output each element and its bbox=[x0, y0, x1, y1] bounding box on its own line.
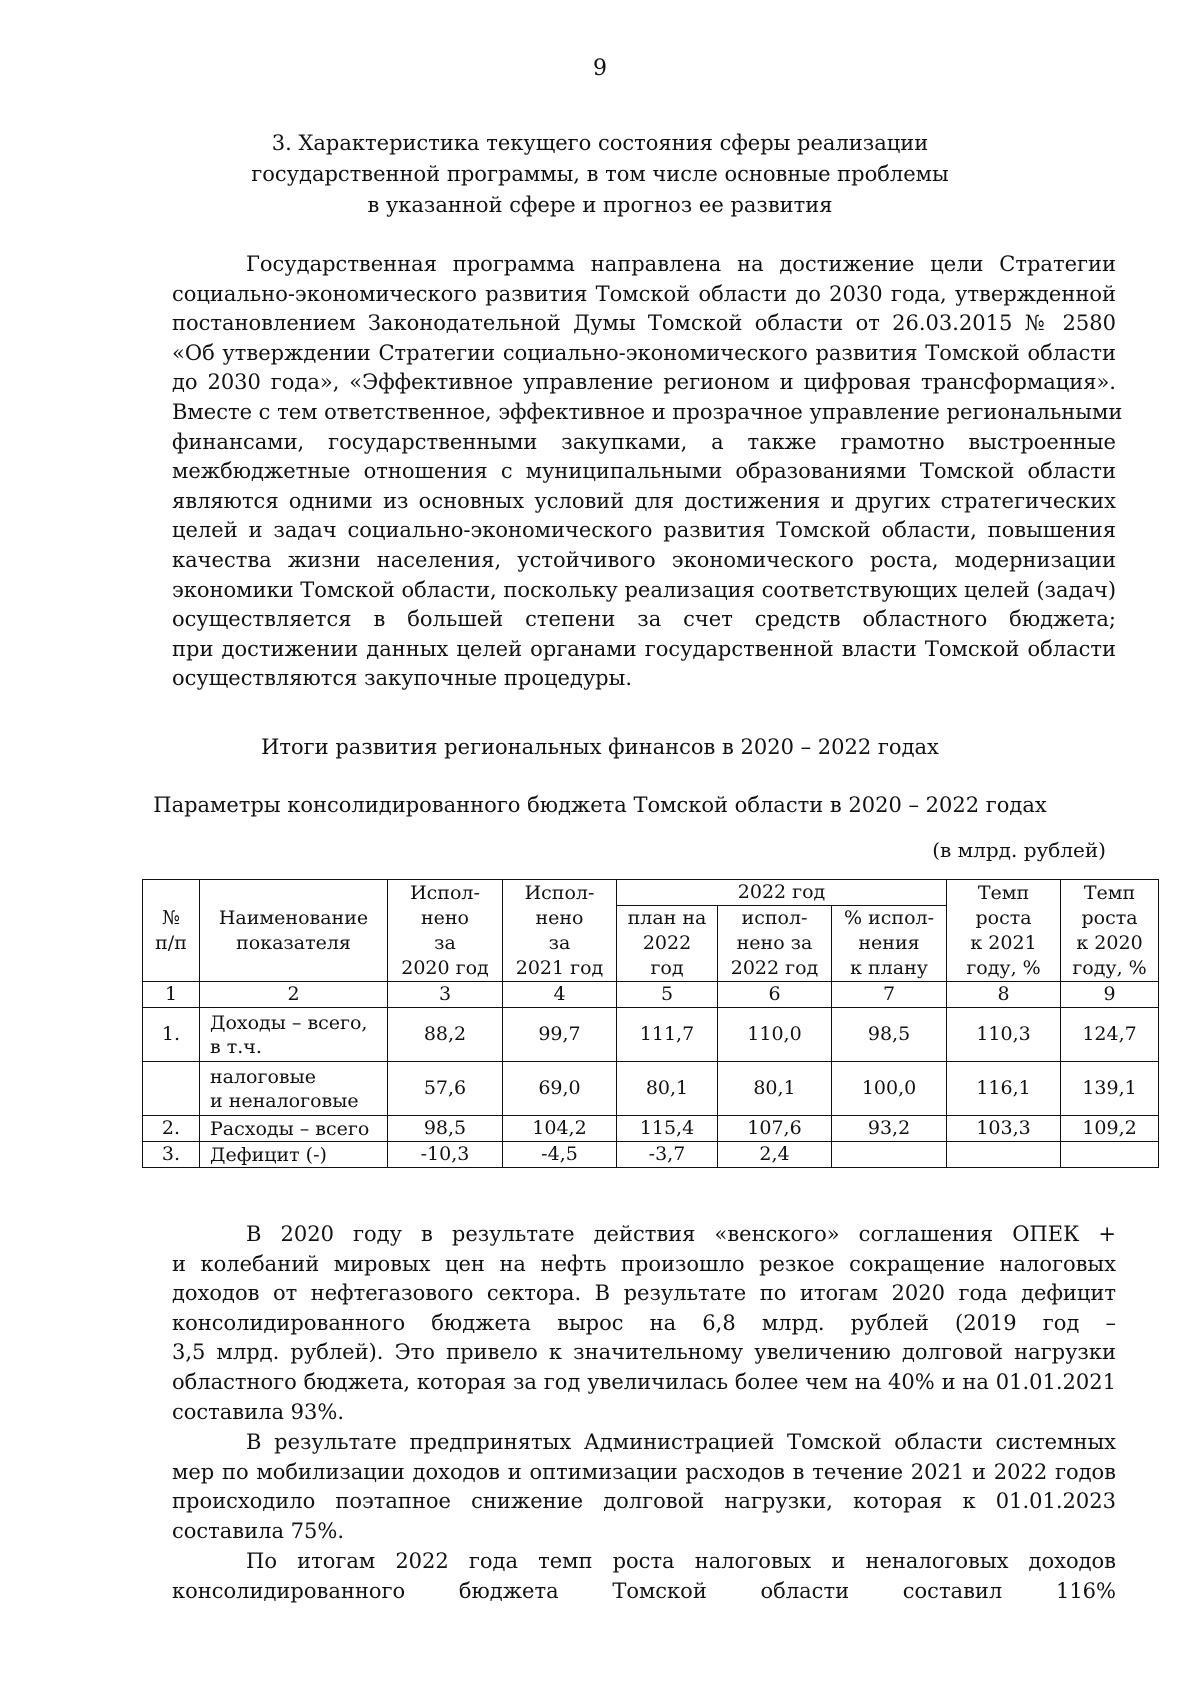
table-row: налоговые и неналоговые 57,6 69,0 80,1 80,1 100,0 116,1 139,1 bbox=[143, 1062, 1159, 1116]
paragraph-strategy bbox=[172, 250, 1123, 694]
units-note: (в млрд. рублей) bbox=[932, 838, 1106, 862]
heading-line: 3. Характеристика текущего состояния сферы реализации bbox=[271, 131, 929, 155]
text-line: экономики Томской области, поскольку реализация соответствующих целей (задач) bbox=[172, 577, 1117, 602]
header-num: № п/п bbox=[143, 880, 200, 982]
paragraph-opec bbox=[172, 1220, 1116, 1427]
text-line: 3,5 млрд. рублей). Это привело к значительному увеличению долговой нагрузки bbox=[172, 1340, 1116, 1365]
text-line: качества жизни населения, устойчивого экономического роста, модернизации bbox=[172, 547, 1116, 572]
header-name: Наименование показателя bbox=[200, 880, 388, 982]
text-line: составила 93%. bbox=[172, 1399, 345, 1424]
text-line: областного бюджета, которая за год увеличилась более чем на 40% и на 01.01.2021 bbox=[172, 1369, 1116, 1394]
heading-line: в указанной сфере и прогноз ее развития bbox=[367, 193, 833, 217]
text-line: и колебаний мировых цен на нефть произошло резкое сокращение налоговых bbox=[172, 1251, 1116, 1276]
text-line: доходов от нефтегазового сектора. В результате по итогам 2020 года дефицит bbox=[172, 1281, 1116, 1306]
text-line: мер по мобилизации доходов и оптимизации расходов в течение 2021 и 2022 годов bbox=[172, 1459, 1116, 1484]
header-percent: % испол- нения к плану bbox=[832, 906, 947, 982]
heading-line: государственной программы, в том числе основные проблемы bbox=[251, 162, 949, 186]
text-line: целей и задач социально-экономического развития Томской области, повышения bbox=[172, 518, 1116, 543]
header-2021: Испол- нено за 2021 год bbox=[503, 880, 617, 982]
text-line: до 2030 года», «Эффективное управление регионом и цифровая трансформация». bbox=[172, 370, 1116, 395]
header-2022: 2022 год bbox=[617, 880, 947, 906]
header-2020: Испол- нено за 2020 год bbox=[388, 880, 503, 982]
text-line: социально-экономического развития Томской области до 2030 года, утвержденной bbox=[172, 281, 1116, 306]
text-line: консолидированного бюджета Томской области составил 116% bbox=[172, 1578, 1116, 1603]
header-plan: план на 2022 год bbox=[617, 906, 718, 982]
text-line: составила 75%. bbox=[172, 1518, 345, 1543]
text-line: происходило поэтапное снижение долговой нагрузки, которая к 01.01.2023 bbox=[172, 1489, 1116, 1514]
header-growth-2021: Темп роста к 2021 году, % bbox=[947, 880, 1061, 982]
table-row: 2. Расходы – всего 98,5 104,2 115,4 107,6 93,2 103,3 109,2 bbox=[143, 1116, 1159, 1142]
text-line: осуществляется в большей степени за счет средств областного бюджета; bbox=[172, 607, 1116, 632]
text-line: Государственная программа направлена на достижение цели Стратегии bbox=[246, 252, 1116, 276]
text-line: По итогам 2022 года темп роста налоговых и неналоговых доходов bbox=[246, 1549, 1116, 1573]
text-line: при достижении данных целей органами государственной власти Томской области bbox=[172, 636, 1116, 661]
text-line: финансами, государственными закупками, а также грамотно выстроенные bbox=[172, 429, 1116, 454]
paragraph-growth bbox=[172, 1547, 1116, 1606]
section-heading bbox=[0, 128, 1200, 221]
header-executed: испол- нено за 2022 год bbox=[718, 906, 832, 982]
text-line: В результате предпринятых Администрацией Томской области системных bbox=[246, 1430, 1116, 1454]
column-number-row: 1 2 3 4 5 6 7 8 9 bbox=[143, 982, 1159, 1008]
text-line: межбюджетные отношения с муниципальными образованиями Томской области bbox=[172, 459, 1116, 484]
text-line: осуществляются закупочные процедуры. bbox=[172, 666, 633, 691]
text-line: Вместе с тем ответственное, эффективное и прозрачное управление региональными bbox=[172, 399, 1123, 424]
text-line: консолидированного бюджета вырос на 6,8 млрд. рублей (2019 год – bbox=[172, 1310, 1116, 1335]
table-row: 3. Дефицит (-) -10,3 -4,5 -3,7 2,4 bbox=[143, 1142, 1159, 1168]
caption-table: Параметры консолидированного бюджета Томской области в 2020 – 2022 годах bbox=[153, 793, 1047, 817]
text-line: «Об утверждении Стратегии социально-экономического развития Томской области bbox=[172, 340, 1116, 365]
page-number: 9 bbox=[593, 56, 607, 81]
header-growth-2020: Темп роста к 2020 году, % bbox=[1061, 880, 1159, 982]
text-line: постановлением Законодательной Думы Томской области от 26.03.2015 № 2580 bbox=[172, 311, 1116, 336]
table-row: 1. Доходы – всего, в т.ч. 88,2 99,7 111,7 110,0 98,5 110,3 124,7 bbox=[143, 1008, 1159, 1062]
text-line: являются одними из основных условий для достижения и других стратегических bbox=[172, 488, 1116, 513]
budget-table bbox=[142, 879, 1159, 1168]
caption-results: Итоги развития региональных финансов в 2020 – 2022 годах bbox=[261, 735, 939, 759]
paragraph-debt bbox=[172, 1428, 1116, 1546]
text-line: В 2020 году в результате действия «венского» соглашения ОПЕК + bbox=[246, 1222, 1116, 1246]
